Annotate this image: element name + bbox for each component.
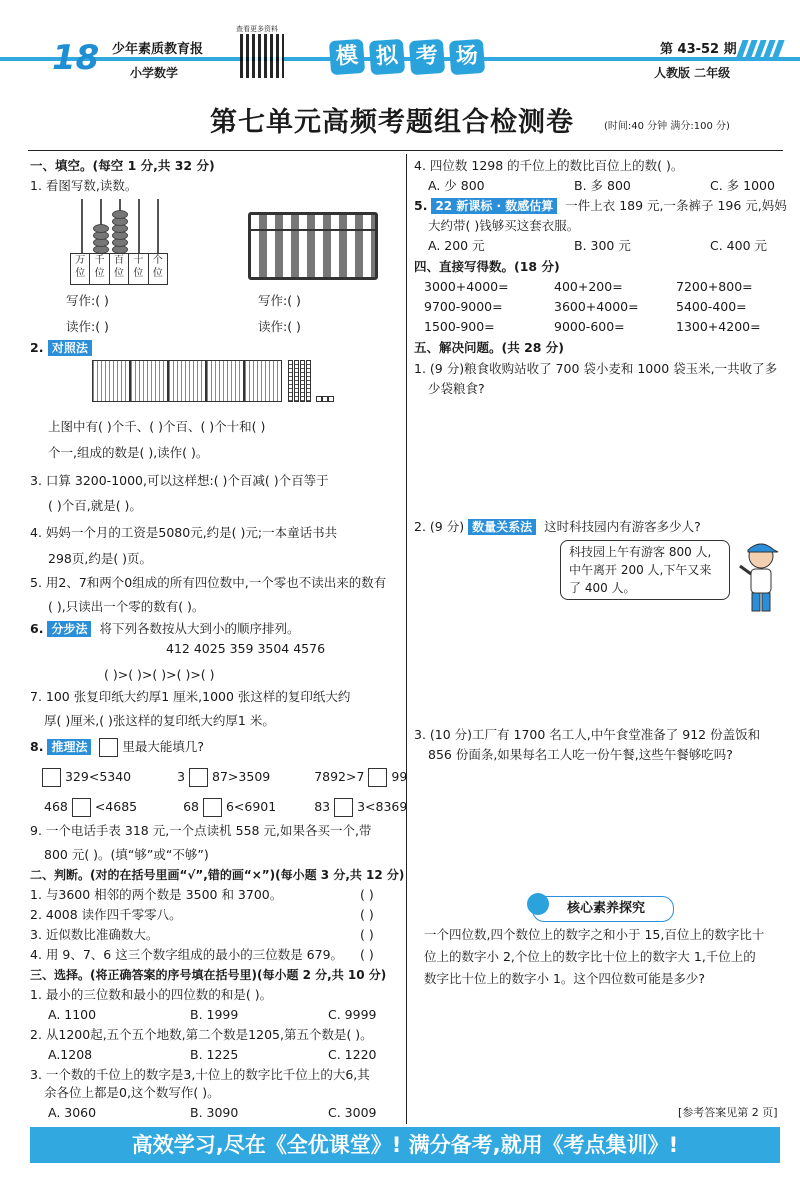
q6-blanks: ( )>( )>( )>( )>( ) (104, 667, 215, 682)
r4-text: 4. 四位数 1298 的千位上的数比百位上的数( )。 (414, 158, 684, 173)
p3-line-1: 3. (10 分)工厂有 1700 名工人,中午食堂准备了 912 份盖饭和 (414, 727, 761, 742)
q9-line-2: 800 元( )。(填“够”或“不够”) (44, 847, 209, 862)
q2-heading (30, 339, 96, 357)
q8-item: 3<8369 (357, 799, 408, 814)
q8-item: 99 (391, 769, 408, 784)
p2-heading (414, 518, 701, 536)
judge-item: 4. 用 9、7、6 这三个数字组成的最小的三位数是 679。 (30, 947, 344, 962)
q9-line-1: 9. 一个电话手表 318 元,一个点读机 558 元,如果各买一个,带 (30, 823, 372, 838)
r5-text: 一件上衣 189 元,一条裤子 196 元,妈妈 (565, 198, 787, 213)
q8-row-2 (44, 798, 407, 817)
write-answer-2: 写作:( ) (258, 293, 301, 308)
banner-char: 考 (409, 39, 445, 75)
calc-item: 9700-9000= (424, 299, 503, 314)
section-4-heading: 四、直接写得数。(18 分) (414, 259, 560, 274)
boy-illustration (738, 536, 784, 620)
q6-heading (30, 620, 299, 638)
banner-char: 拟 (369, 39, 405, 75)
method-tag: 22 新课标 · 数感估算 (431, 198, 557, 214)
q8-item: 68 (183, 799, 199, 814)
issue-number: 第 43-52 期 (660, 42, 737, 57)
core-heading-box (532, 896, 674, 922)
p1-line-1: 1. (9 分)粮食收购站收了 700 袋小麦和 1000 袋玉米,一共收了多 (414, 361, 778, 376)
bead-abacus-figure (248, 212, 378, 280)
page-title: 第七单元高频考题组合检测卷 (210, 107, 574, 138)
section-5-heading: 五、解决问题。(共 28 分) (414, 340, 565, 355)
abacus-label: 万位 (71, 254, 90, 284)
c3-line-2: 余各位上都是0,这个数写作( )。 (44, 1085, 220, 1100)
core-line: 数字比十位上的数字小 1。这个四位数可能是多少? (424, 971, 706, 986)
answer-box[interactable] (99, 738, 118, 757)
q5-line-1: 5. 用2、7和两个0组成的所有四位数中,一个零也不读出来的数有 (30, 575, 387, 590)
q6-text: 将下列各数按从大到小的顺序排列。 (99, 621, 300, 636)
r5-number: 5. (414, 198, 428, 213)
q4-line-2: 298页,约是( )页。 (48, 551, 153, 566)
subject: 小学数学 (130, 66, 179, 80)
q8-item: 468 (44, 799, 68, 814)
abacus-label: 十位 (129, 254, 148, 284)
bubble-line: 科技园上午有游客 800 人, (569, 545, 712, 559)
option: A. 200 元 (428, 238, 485, 253)
option: B. 1225 (190, 1047, 239, 1062)
option: B. 300 元 (574, 238, 631, 253)
q2-line-2: 个一,组成的数是( ),读作( )。 (48, 445, 209, 460)
stripes-decoration (736, 40, 781, 63)
option: B. 3090 (190, 1105, 239, 1120)
q8-item: <4685 (94, 799, 138, 814)
answer-box[interactable] (203, 798, 222, 817)
judge-item: 3. 近似数比准确数大。 (30, 927, 159, 942)
time-note: (时间:40 分钟 满分:100 分) (604, 121, 730, 132)
q8-item: 87>3509 (212, 769, 271, 784)
answer-box[interactable] (334, 798, 353, 817)
q3-line-2: ( )个百,就是( )。 (48, 498, 142, 513)
option: B. 多 800 (574, 178, 631, 193)
q8-row-1 (42, 768, 407, 787)
r5-line-2: 大约带( )钱够买这套衣服。 (428, 218, 580, 233)
calc-item: 5400-400= (676, 299, 747, 314)
option: C. 3009 (328, 1105, 377, 1120)
r5-line-1 (414, 197, 787, 215)
calc-item: 3000+4000= (424, 279, 509, 294)
q8-item: 6<6901 (225, 799, 277, 814)
abacus-label: 百位 (110, 254, 129, 284)
p2-text: 这时科技园内有游客多少人? (544, 519, 701, 534)
read-answer-2: 读作:( ) (258, 319, 301, 334)
judge-item: 1. 与3600 相邻的两个数是 3500 和 3700。 (30, 887, 283, 902)
q8-item: 3 (177, 769, 186, 784)
q8-item: 83 (314, 799, 331, 814)
core-line: 位上的数字小 2,个位上的数字比十位上的数字大 1,千位上的 (424, 949, 756, 964)
judge-paren[interactable]: ( ) (360, 907, 374, 922)
option: C. 1220 (328, 1047, 377, 1062)
option: C. 400 元 (710, 238, 768, 253)
answer-box[interactable] (189, 768, 208, 787)
method-tag: 数量关系法 (468, 519, 536, 535)
judge-paren[interactable]: ( ) (360, 927, 374, 942)
bubble-line: 了 400 人。 (569, 581, 636, 595)
answer-box[interactable] (42, 768, 61, 787)
judge-item: 2. 4008 读作四千零零八。 (30, 907, 182, 922)
q8-item: 7892>7 (314, 769, 365, 784)
banner-title (330, 40, 490, 74)
answer-box[interactable] (368, 768, 387, 787)
abacus-label: 千位 (90, 254, 109, 284)
core-title: 核心素养探究 (567, 901, 646, 916)
q5-line-2: ( ),只读出一个零的数有( )。 (48, 599, 205, 614)
p1-line-2: 少袋粮食? (428, 381, 485, 396)
calc-item: 400+200= (554, 279, 623, 294)
calc-item: 7200+800= (676, 279, 753, 294)
q2-number: 2. (30, 340, 44, 355)
base-ten-blocks-figure (92, 360, 342, 410)
edition: 人教版 二年级 (654, 66, 731, 80)
judge-paren[interactable]: ( ) (360, 947, 374, 962)
calc-item: 3600+4000= (554, 299, 639, 314)
q3-line-1: 3. 口算 3200-1000,可以这样想:( )个百减( )个百等于 (30, 473, 329, 488)
speech-bubble (560, 540, 730, 600)
option: C. 9999 (328, 1007, 377, 1022)
section-3-heading: 三、选择。(将正确答案的序号填在括号里)(每小题 2 分,共 10 分) (30, 968, 387, 982)
q2-line-1: 上图中有( )个千、( )个百、( )个十和( ) (48, 419, 266, 434)
q6-number: 6. (30, 621, 44, 636)
bubble-line: 中午离开 200 人,下午又来 (569, 563, 712, 577)
q8-item: 329<5340 (64, 769, 132, 784)
option: A. 1100 (48, 1007, 97, 1022)
c3-line-1: 3. 一个数的千位上的数字是3,十位上的数字比千位上的大6,其 (30, 1067, 370, 1082)
method-tag: 对照法 (48, 340, 92, 356)
qr-code-icon[interactable] (240, 34, 284, 78)
q6-numbers: 412 4025 359 3504 4576 (166, 641, 326, 656)
p3-line-2: 856 份面条,如果每名工人吃一份午餐,这些午餐够吃吗? (428, 747, 733, 762)
abacus-figure (70, 195, 166, 283)
option: A. 少 800 (428, 178, 485, 193)
judge-paren[interactable]: ( ) (360, 887, 374, 902)
q4-line-1: 4. 妈妈一个月的工资是5080元,约是( )元;一本童话书共 (30, 525, 338, 540)
page-number: 18 (52, 38, 100, 78)
q8-number: 8. (30, 739, 44, 754)
section-2-heading: 二、判断。(对的在括号里画“√”,错的画“×”)(每小题 3 分,共 12 分) (30, 868, 405, 882)
q7-line-1: 7. 100 张复印纸大约厚1 厘米,1000 张这样的复印纸大约 (30, 689, 351, 704)
answer-reference: [参考答案见第 2 页] (678, 1106, 778, 1119)
q1-text: 1. 看图写数,读数。 (30, 178, 138, 193)
banner-char: 模 (329, 39, 365, 75)
graduation-cap-icon (527, 893, 549, 915)
calc-item: 1300+4200= (676, 319, 761, 334)
option: C. 多 1000 (710, 178, 775, 193)
paper-name: 少年素质教育报 (112, 42, 204, 57)
c2-text: 2. 从1200起,五个五个地数,第二个数是1205,第五个数是( )。 (30, 1027, 373, 1042)
answer-box[interactable] (72, 798, 91, 817)
calc-item: 9000-600= (554, 319, 625, 334)
method-tag: 分步法 (47, 621, 91, 637)
read-answer-1: 读作:( ) (66, 319, 109, 334)
calc-item: 1500-900= (424, 319, 495, 334)
title-rule (28, 150, 783, 151)
option: A. 3060 (48, 1105, 97, 1120)
method-tag: 推理法 (47, 739, 91, 755)
option: B. 1999 (190, 1007, 239, 1022)
banner-char: 场 (449, 39, 485, 75)
write-answer-1: 写作:( ) (66, 293, 109, 308)
abacus-label: 个位 (152, 255, 163, 279)
core-line: 一个四位数,四个数位上的数字之和小于 15,百位上的数字比十 (424, 927, 765, 942)
q8-heading (30, 738, 204, 757)
footer-banner: 高效学习,尽在《全优课堂》! 满分备考,就用《考点集训》! (30, 1127, 780, 1163)
column-divider (406, 154, 407, 1124)
c1-text: 1. 最小的三位数和最小的四位数的和是( )。 (30, 987, 273, 1002)
q7-line-2: 厚( )厘米,( )张这样的复印纸大约厚1 米。 (44, 713, 275, 728)
section-1-heading: 一、填空。(每空 1 分,共 32 分) (30, 158, 215, 173)
p2-prefix: 2. (9 分) (414, 519, 465, 534)
option: A.1208 (48, 1047, 93, 1062)
q8-text: 里最大能填几? (122, 739, 205, 754)
qr-label: 查看更多资料 (236, 25, 278, 33)
